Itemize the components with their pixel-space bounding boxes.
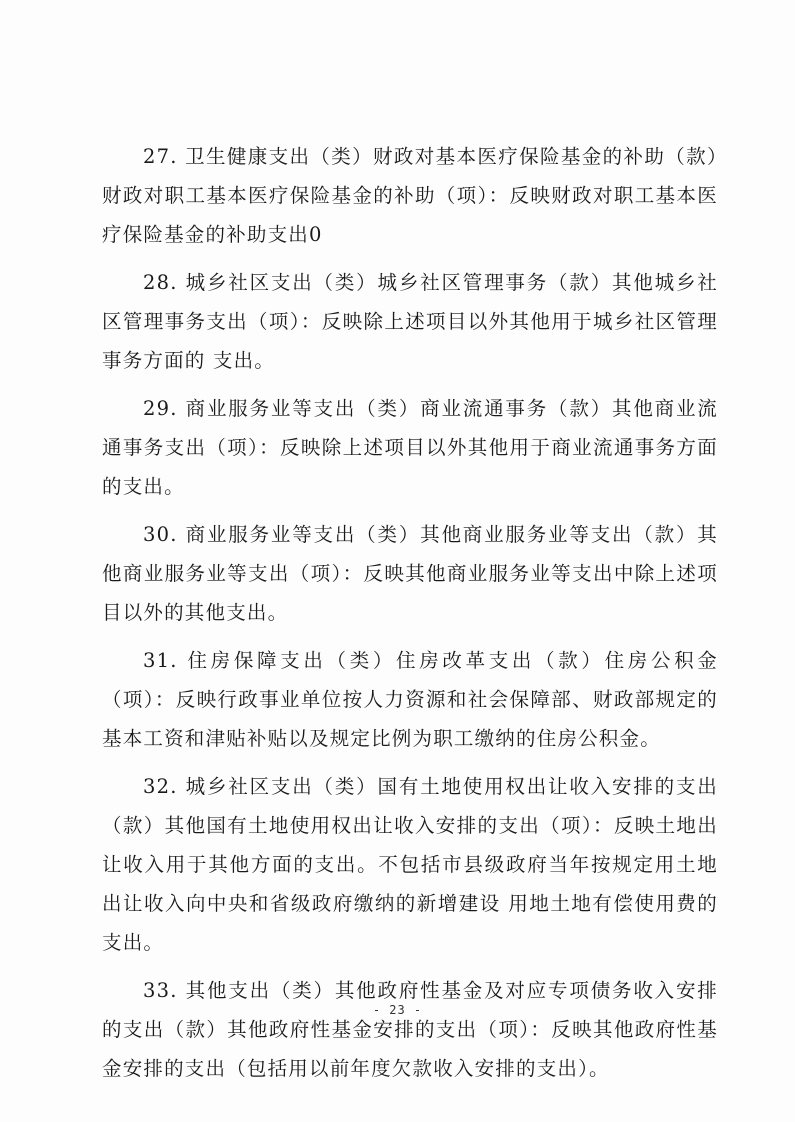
paragraph-28: 28. 城乡社区支出（类）城乡社区管理事务（款）其他城乡社区管理事务支出（项）：反映除上述项目以外其他用于城乡社区管理事务方面的 支出。 — [102, 271, 718, 372]
paragraph-33: 33. 其他支出（类）其他政府性基金及对应专项债务收入安排的支出（款）其他政府性基金安排的支出（项）：反映其他政府性基金安排的支出（包括用以前年度欠款收入安排的支出）。 — [102, 979, 718, 1080]
paragraph-29: 29. 商业服务业等支出（类）商业流通事务（款）其他商业流通事务支出（项）：反映除上述项目以外其他用于商业流通事务方面的支出。 — [102, 397, 718, 498]
paragraph-30: 30. 商业服务业等支出（类）其他商业服务业等支出（款）其他商业服务业等支出（项）：反映其他商业服务业等支出中除上述项目以外的其他支出。 — [102, 523, 718, 624]
paragraph-31: 31. 住房保障支出（类）住房改革支出（款）住房公积金（项）：反映行政事业单位按人力资源和社会保障部、财政部规定的 基本工资和津贴补贴以及规定比例为职工缴纳的住房公积金。 — [102, 649, 718, 750]
paragraph-32: 32. 城乡社区支出（类）国有土地使用权出让收入安排的支出（款）其他国有土地使用权出让收入安排的支出（项）：反映土地出让收入用于其他方面的支出。不包括市县级政府当年按规定用土地出让收入向中央和省级政府缴纳的新增建设 用地土地有偿使用费的支出。 — [102, 775, 718, 954]
page-number: - 23 - — [372, 1003, 423, 1017]
paragraph-27: 27. 卫生健康支出（类）财政对基本医疗保险基金的补助（款）财政对职工基本医疗保险基金的补助（项）：反映财政对职工基本医疗保险基金的补助支出0 — [102, 145, 718, 246]
document-body — [102, 137, 718, 1097]
